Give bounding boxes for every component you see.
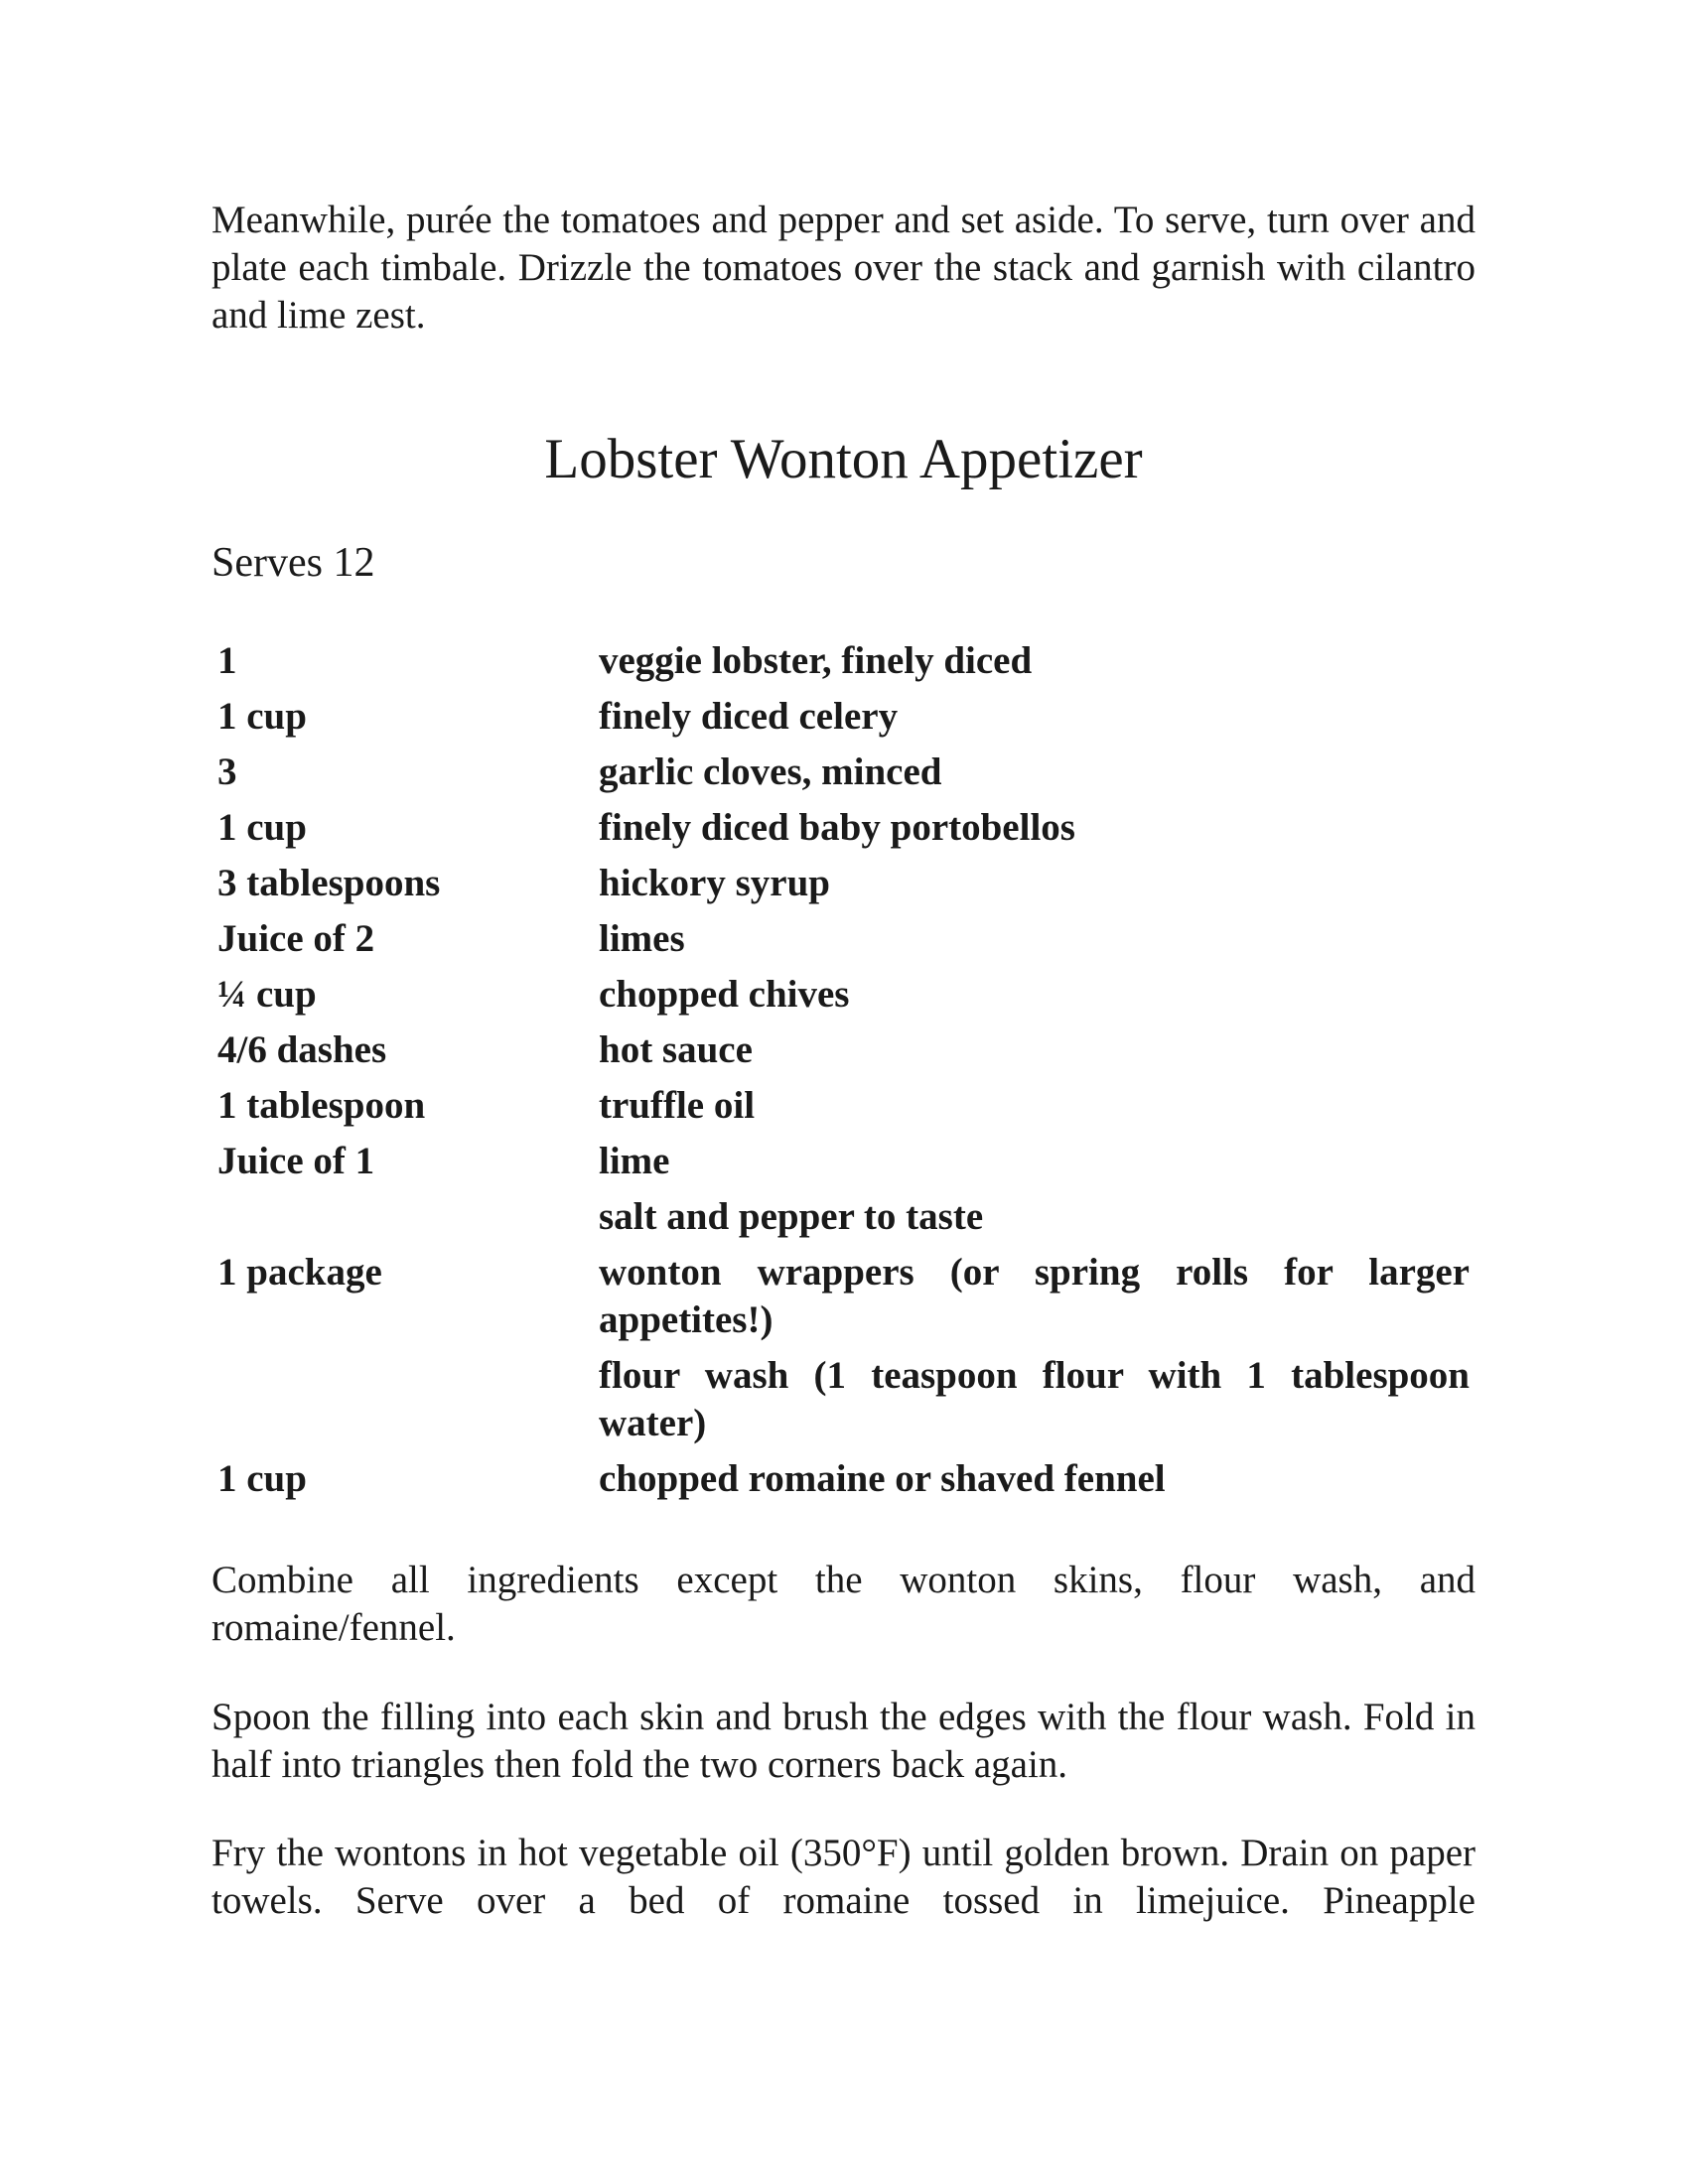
ingredient-name: hot sauce (599, 1028, 753, 1071)
ingredient-name: garlic cloves, minced (599, 751, 942, 793)
ingredient-quantity: 1 cup (217, 1457, 307, 1500)
recipe-title: Lobster Wonton Appetizer (544, 428, 1143, 490)
ingredient-name: salt and pepper to taste (599, 1195, 984, 1238)
ingredient-name: wonton wrappers (or spring rolls for larger appetites!) (599, 1251, 1470, 1341)
ingredient-row (217, 637, 1470, 685)
step-paragraph: Combine all ingredients except the wonton skins, flour wash, and romaine/fennel. (211, 1559, 1476, 1649)
ingredient-quantity: 1 cup (217, 695, 307, 738)
ingredient-name: finely diced baby portobellos (599, 806, 1075, 849)
ingredient-row (217, 1193, 1470, 1241)
document-page (211, 0, 1476, 2184)
ingredient-name: veggie lobster, finely diced (599, 639, 1033, 682)
ingredient-quantity: 1 tablespoon (217, 1084, 426, 1127)
step-paragraph: Fry the wontons in hot vegetable oil (350°F) until golden brown. Drain on paper towels. Serve over a bed of romaine tossed in limejuice. Pineapple (211, 1832, 1476, 1922)
ingredient-row (217, 693, 1470, 741)
ingredient-list (217, 637, 1470, 1511)
ingredient-name: hickory syrup (599, 862, 830, 904)
ingredient-quantity: Juice of 1 (217, 1140, 375, 1182)
ingredient-name: chopped romaine or shaved fennel (599, 1457, 1166, 1500)
step-paragraph: Spoon the filling into each skin and brush the edges with the flour wash. Fold in half into triangles then fold the two corners back again. (211, 1696, 1476, 1786)
ingredient-row (217, 915, 1470, 963)
ingredient-quantity: Juice of 2 (217, 917, 375, 960)
ingredient-quantity: 1 (217, 639, 237, 682)
ingredient-quantity: 4/6 dashes (217, 1028, 387, 1071)
ingredient-name: flour wash (1 teaspoon flour with 1 tablespoon water) (599, 1354, 1470, 1444)
ingredient-name: chopped chives (599, 973, 850, 1016)
serves-count: Serves 12 (211, 540, 375, 586)
ingredient-row (217, 1026, 1470, 1074)
ingredient-row (217, 804, 1470, 852)
ingredient-name: truffle oil (599, 1084, 756, 1127)
ingredient-quantity: 1 package (217, 1251, 382, 1294)
ingredient-row (217, 971, 1470, 1019)
ingredient-row (217, 1352, 1470, 1447)
ingredient-row (217, 1455, 1470, 1503)
ingredient-row (217, 1138, 1470, 1185)
ingredient-quantity: 1 cup (217, 806, 307, 849)
intro-paragraph: Meanwhile, purée the tomatoes and pepper and set aside. To serve, turn over and plate each timbale. Drizzle the tomatoes over the stack and garnish with cilantro and lime zest. (211, 199, 1476, 337)
ingredient-row (217, 749, 1470, 796)
ingredient-name: limes (599, 917, 685, 960)
ingredient-quantity (217, 1352, 599, 1400)
ingredient-row (217, 1249, 1470, 1344)
ingredient-quantity: 3 (217, 751, 237, 793)
ingredient-row (217, 860, 1470, 907)
ingredient-row (217, 1082, 1470, 1130)
ingredient-quantity: ¼ cup (217, 973, 317, 1016)
ingredient-name: lime (599, 1140, 670, 1182)
ingredient-quantity (217, 1193, 599, 1241)
ingredient-quantity: 3 tablespoons (217, 862, 441, 904)
ingredient-name: finely diced celery (599, 695, 899, 738)
